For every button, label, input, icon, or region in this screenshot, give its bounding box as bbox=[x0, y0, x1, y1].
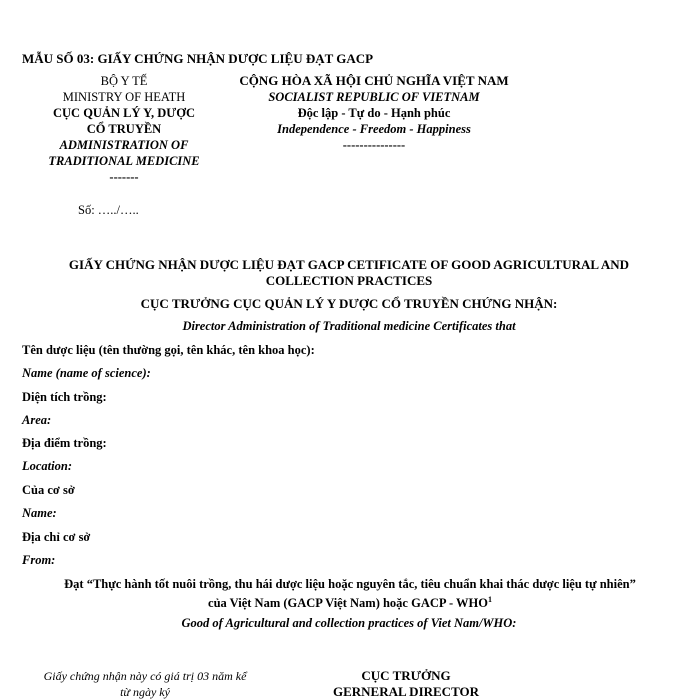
signer-block bbox=[296, 668, 516, 700]
signer-title-en: GERNERAL DIRECTOR bbox=[332, 684, 480, 699]
field-address-en: From: bbox=[22, 553, 56, 567]
certificate-title bbox=[20, 257, 678, 289]
field-area-vi: Diện tích trồng: bbox=[22, 390, 107, 404]
certificate-title-line1: GIẤY CHỨNG NHẬN DƯỢC LIỆU ĐẠT GACP CETIFICATE OF GOOD AGRICULTURAL AND bbox=[68, 257, 630, 272]
achievement-line1: Đạt “Thực hành tốt nuôi trồng, thu hái dược liệu hoặc nguyên tắc, tiêu chuẩn khai thác dược liệu tự nhiên” bbox=[64, 577, 636, 591]
field-address-vi: Địa chỉ cơ sở bbox=[22, 530, 91, 544]
left-separator: ------- bbox=[109, 170, 139, 184]
form-title: MẪU SỐ 03: GIẤY CHỨNG NHẬN DƯỢC LIỆU ĐẠT GACP bbox=[22, 51, 374, 66]
field-area-en: Area: bbox=[22, 413, 52, 427]
department-vi-1: CỤC QUẢN LÝ Y, DƯỢC bbox=[52, 106, 196, 120]
achievement-line2: của Việt Nam (GACP Việt Nam) hoặc GACP - WHO bbox=[208, 596, 488, 611]
signer-title-vi: CỤC TRƯỞNG bbox=[361, 668, 451, 683]
department-en-1: ADMINISTRATION OF bbox=[59, 138, 189, 152]
right-separator: --------------- bbox=[342, 138, 406, 152]
footnote-mark: 1 bbox=[487, 595, 492, 604]
field-location-en: Location: bbox=[22, 459, 72, 473]
validity-line2: từ ngày ký bbox=[120, 685, 170, 699]
department-vi-2: CỔ TRUYỀN bbox=[86, 122, 162, 136]
document-number: Số: …../….. bbox=[78, 203, 139, 217]
left-header bbox=[18, 73, 230, 185]
field-name-vi: Tên dược liệu (tên thường gọi, tên khác, tên khoa học): bbox=[22, 343, 315, 357]
validity-note bbox=[20, 668, 270, 700]
country-vi: CỘNG HÒA XÃ HỘI CHỦ NGHĨA VIỆT NAM bbox=[239, 73, 509, 88]
validity-line1: Giấy chứng nhận này có giá trị 03 năm kể bbox=[43, 669, 247, 683]
certificate-title-line2: COLLECTION PRACTICES bbox=[265, 273, 433, 288]
director-certifies-en: Director Administration of Traditional medicine Certificates that bbox=[182, 319, 516, 333]
field-facility-vi: Của cơ sở bbox=[22, 483, 75, 497]
director-certifies: CỤC TRƯỞNG CỤC QUẢN LÝ Y DƯỢC CỔ TRUYỀN CHỨNG NHẬN: bbox=[140, 296, 558, 311]
field-location-vi: Địa điểm trồng: bbox=[22, 436, 107, 450]
motto-en: Independence - Freedom - Happiness bbox=[277, 122, 471, 136]
country-en: SOCIALIST REPUBLIC OF VIETNAM bbox=[268, 90, 480, 104]
field-name-en: Name (name of science): bbox=[22, 366, 151, 380]
achievement-en: Good of Agricultural and collection practices of Viet Nam/WHO: bbox=[181, 616, 517, 630]
department-en-2: TRADITIONAL MEDICINE bbox=[48, 154, 200, 168]
field-facility-en: Name: bbox=[22, 506, 57, 520]
ministry-en: MINISTRY OF HEATH bbox=[62, 90, 186, 104]
motto-vi: Độc lập - Tự do - Hạnh phúc bbox=[297, 106, 451, 120]
achievement-statement bbox=[14, 576, 686, 611]
ministry-vi: BỘ Y TẾ bbox=[100, 74, 148, 88]
right-header bbox=[222, 73, 526, 153]
